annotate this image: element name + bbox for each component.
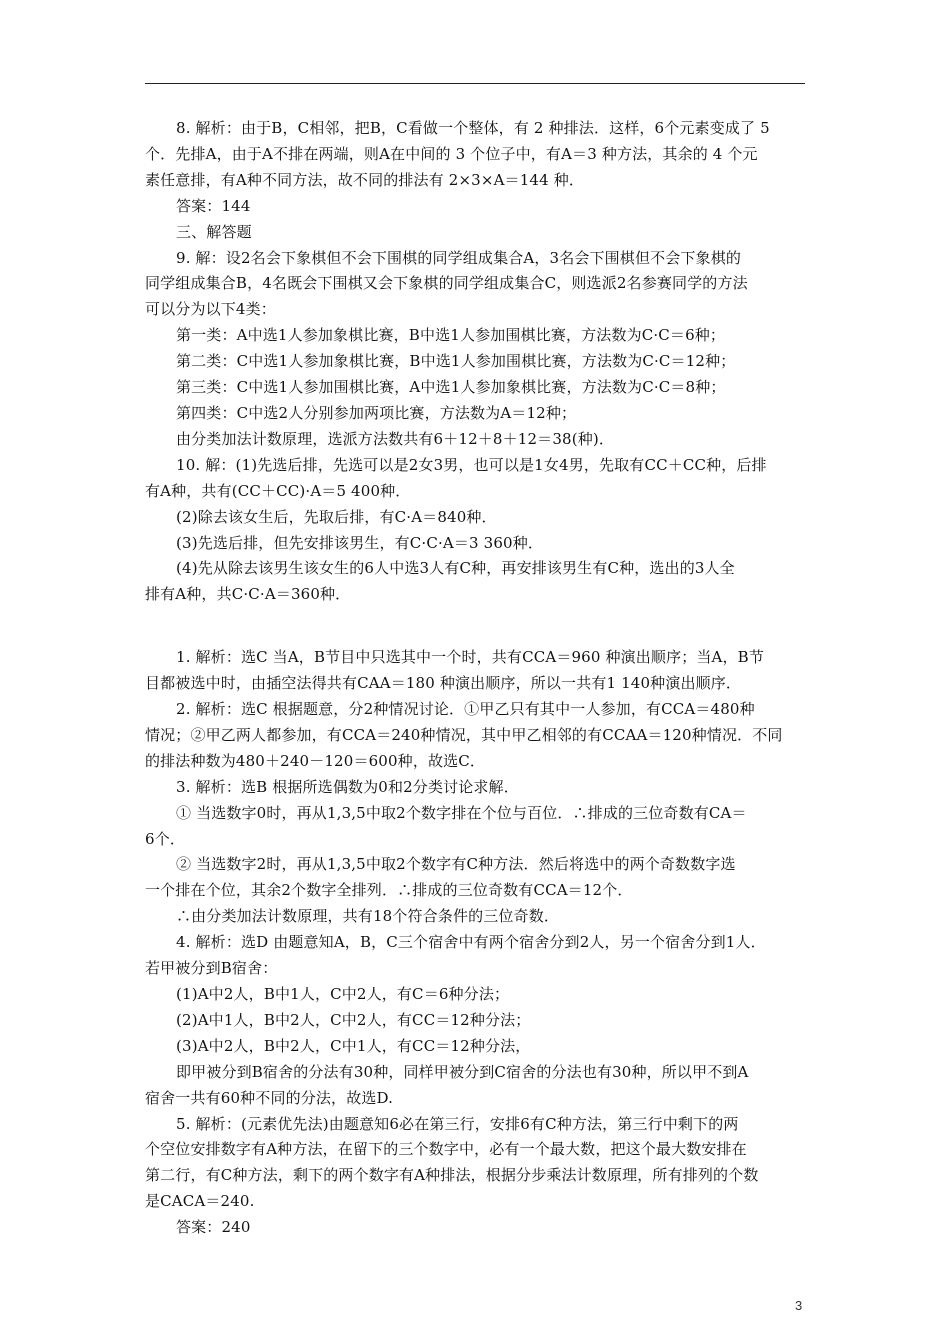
s1-line: 素任意排，有A种不同方法，故不同的排法有 2×3×A＝144 种． bbox=[145, 170, 585, 189]
s2-line: 5. 解析：(元素优先法)由题意知6必在第三行，安排6有C种方法，第三行中剩下的两 bbox=[176, 1114, 739, 1133]
s1-line: (3)先选后排，但先安排该男生，有C·C·A＝3 360种． bbox=[176, 533, 544, 552]
s1-line: 可以分为以下4类： bbox=[145, 300, 276, 319]
s2-line: 4. 解析：选D 由题意知A，B，C三个宿舍中有两个宿舍分到2人，另一个宿舍分到1人． bbox=[176, 933, 766, 952]
section-gap bbox=[145, 608, 805, 645]
s1-line: 排有A种，共C·C·A＝360种． bbox=[145, 585, 351, 604]
s1-line: 第一类：A中选1人参加象棋比赛，B中选1人参加围棋比赛，方法数为C·C＝6种； bbox=[176, 326, 726, 345]
s1-line: (4)先从除去该男生该女生的6人中选3人有C种，再安排该男生有C种，选出的3人全 bbox=[176, 559, 735, 578]
s1-line: (2)除去该女生后，先取后排，有C·A＝840种． bbox=[176, 507, 497, 526]
answer-line: 答案：240 bbox=[176, 1218, 251, 1237]
s2-line: (3)A中2人，B中2人，C中1人，有CC＝12种分法， bbox=[176, 1036, 531, 1055]
s2-line: 1. 解析：选C 当A，B节目中只选其中一个时，共有CCA＝960 种演出顺序；当A，B节 bbox=[176, 648, 764, 667]
s2-line: 6个． bbox=[145, 829, 185, 848]
s2-line: ① 当选数字0时，再从1,3,5中取2个数字排在个位与百位．∴排成的三位奇数有CA＝ bbox=[176, 803, 747, 822]
header-rule bbox=[145, 83, 805, 84]
s1-line: 个．先排A，由于A不排在两端，则A在中间的 3 个位子中，有A＝3 种方法，其余的 4 个元 bbox=[145, 144, 758, 163]
s1-line: 由分类加法计数原理，选派方法数共有6＋12＋8＋12＝38(种)． bbox=[176, 429, 615, 448]
s2-line: 情况；②甲乙两人都参加，有CCA＝240种情况，其中甲乙相邻的有CCAA＝120种情况．不同 bbox=[145, 725, 783, 744]
s2-line: (1)A中2人，B中1人，C中2人，有C＝6种分法； bbox=[176, 985, 510, 1003]
s2-line: 2. 解析：选C 根据题意，分2种情况讨论．①甲乙只有其中一人参加，有CCA＝480种 bbox=[176, 700, 755, 719]
s1-line: 9. 解：设2名会下象棋但不会下围棋的同学组成集合A，3名会下围棋但不会下象棋的 bbox=[176, 248, 742, 267]
s2-line: (2)A中1人，B中2人，C中2人，有CC＝12种分法； bbox=[176, 1010, 531, 1029]
s2-line: 是CACA＝240. bbox=[145, 1192, 255, 1211]
answer-line: 答案：144 bbox=[176, 196, 251, 215]
s2-line: 即甲被分到B宿舍的分法有30种，同样甲被分到C宿舍的分法也有30种，所以甲不到A bbox=[176, 1062, 749, 1081]
s2-line: 若甲被分到B宿舍： bbox=[145, 959, 278, 978]
s1-line: 有A种，共有(CC＋CC)·A＝5 400种． bbox=[145, 481, 411, 500]
document-body bbox=[145, 116, 805, 1241]
s2-line: ② 当选数字2时，再从1,3,5中取2个数字有C种方法．然后将选中的两个奇数数字选 bbox=[176, 855, 736, 874]
s1-line: 同学组成集合B，4名既会下围棋又会下象棋的同学组成集合C，则选派2名参赛同学的方法 bbox=[145, 274, 748, 293]
s2-line: 3. 解析：选B 根据所选偶数为0和2分类讨论求解． bbox=[176, 777, 519, 796]
s1-line: 第四类：C中选2人分别参加两项比赛，方法数为A＝12种； bbox=[176, 403, 577, 422]
section-heading: 三、解答题 bbox=[176, 222, 252, 241]
s1-line: 第二类：C中选1人参加象棋比赛，B中选1人参加围棋比赛，方法数为C·C＝12种； bbox=[176, 352, 736, 371]
s1-line: 10. 解：(1)先选后排，先选可以是2女3男，也可以是1女4男，先取有CC＋CC种，后排 bbox=[176, 455, 767, 474]
s2-line: 一个排在个位，其余2个数字全排列．∴排成的三位奇数有CCA＝12个． bbox=[145, 881, 633, 900]
s2-line: 第二行，有C种方法，剩下的两个数字有A种排法，根据分步乘法计数原理，所有排列的个数 bbox=[145, 1166, 759, 1185]
s2-line: ∴由分类加法计数原理，共有18个符合条件的三位奇数． bbox=[176, 907, 559, 926]
s1-line: 第三类：C中选1人参加围棋比赛，A中选1人参加象棋比赛，方法数为C·C＝8种； bbox=[176, 378, 726, 397]
s1-line: 8. 解析：由于B，C相邻，把B，C看做一个整体，有 2 种排法．这样，6个元素变成了 5 bbox=[176, 119, 770, 137]
s2-line: 宿舍一共有60种不同的分法，故选D. bbox=[145, 1088, 394, 1107]
s2-line: 个空位安排数字有A种方法，在留下的三个数字中，必有一个最大数，把这个最大数安排在 bbox=[145, 1140, 747, 1159]
s2-line: 目都被选中时，由插空法得共有CAA＝180 种演出顺序，所以一共有1 140种演出顺序． bbox=[145, 674, 742, 693]
page-number: 3 bbox=[795, 1298, 803, 1313]
s2-line: 的排法种数为480＋240－120＝600种，故选C． bbox=[145, 751, 486, 770]
